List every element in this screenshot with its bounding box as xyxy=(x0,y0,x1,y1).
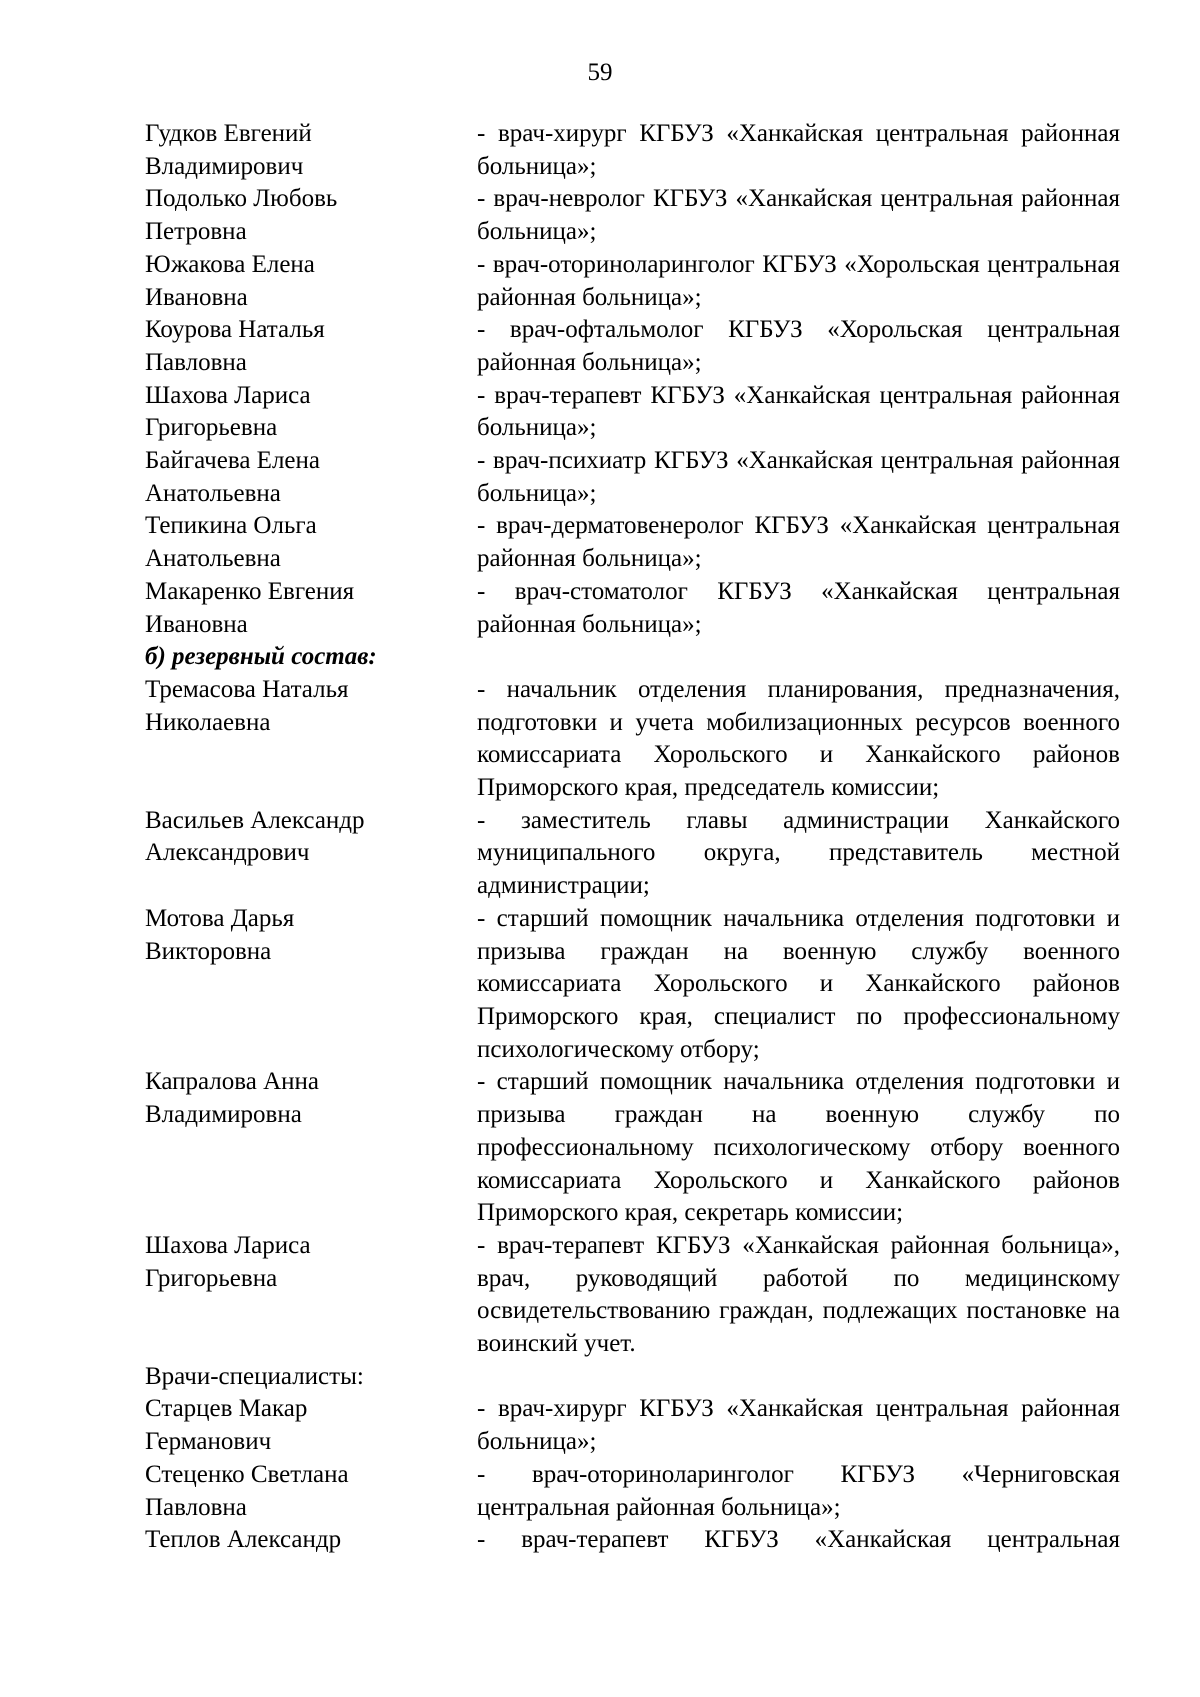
member-name xyxy=(145,674,477,805)
member-surname: Мотова Дарья xyxy=(145,904,295,932)
member-position: - старший помощник начальника отделения подготовки и призыва граждан на военную службу по профессиональному психологическому отбору военного комиссариата Хорольского и Ханкайского районов Приморского края, секретарь комиссии; xyxy=(477,1068,1120,1227)
member-surname: Шахова Лариса xyxy=(145,381,311,409)
member-patronymic: Павловна xyxy=(145,348,247,376)
member-position: - врач-дерматовенеролог КГБУЗ «Ханкайская центральная районная больница»; xyxy=(477,512,1120,573)
member-patronymic: Германович xyxy=(145,1428,272,1456)
member-position: - врач-хирург КГБУЗ «Ханкайская центральная районная больница»; xyxy=(477,120,1120,180)
member-entry xyxy=(145,249,1120,314)
member-patronymic: Григорьевна xyxy=(145,1264,278,1292)
member-name xyxy=(145,903,477,1067)
member-entry xyxy=(145,445,1120,510)
member-patronymic: Ивановна xyxy=(145,283,248,311)
member-position: - врач-терапевт КГБУЗ «Ханкайская центральная xyxy=(477,1526,1120,1554)
member-position: - врач-терапевт КГБУЗ «Ханкайская районная больница», врач, руководящий работой по медицинскому освидетельствованию граждан, подлежащих постановке на воинский учет. xyxy=(477,1231,1120,1358)
member-patronymic: Александрович xyxy=(145,839,310,867)
member-name xyxy=(145,183,477,248)
reserve-entry xyxy=(145,903,1120,1067)
member-name xyxy=(145,1230,477,1361)
member-position: - начальник отделения планирования, предназначения, подготовки и учета мобилизационных ресурсов военного комиссариата Хорольского и Ханкайского районов Приморского края, председатель комиссии; xyxy=(477,675,1120,802)
member-name xyxy=(145,576,477,641)
reserve-entry xyxy=(145,674,1120,805)
member-surname: Старцев Макар xyxy=(145,1395,308,1423)
member-surname: Васильев Александр xyxy=(145,806,365,834)
member-patronymic: Григорьевна xyxy=(145,414,278,442)
reserve-entry xyxy=(145,1066,1120,1230)
member-name xyxy=(145,1066,477,1230)
member-name xyxy=(145,314,477,379)
reserve-section-heading: б) резервный состав: xyxy=(145,643,377,671)
member-position: - врач-стоматолог КГБУЗ «Ханкайская центральная районная больница»; xyxy=(477,577,1120,638)
member-surname: Коурова Наталья xyxy=(145,316,325,344)
member-patronymic: Петровна xyxy=(145,218,247,246)
member-position: - врач-невролог КГБУЗ «Ханкайская центральная районная больница»; xyxy=(477,185,1120,246)
member-name xyxy=(145,249,477,314)
member-patronymic: Анатольевна xyxy=(145,479,281,507)
member-entry xyxy=(145,380,1120,445)
member-surname: Капралова Анна xyxy=(145,1068,320,1096)
member-surname: Подолько Любовь xyxy=(145,185,338,213)
member-surname: Теплов Александр xyxy=(145,1526,342,1554)
member-position: - врач-терапевт КГБУЗ «Ханкайская центральная районная больница»; xyxy=(477,381,1120,442)
member-surname: Южакова Елена xyxy=(145,250,315,278)
specialist-entry xyxy=(145,1524,1120,1557)
reserve-entry xyxy=(145,1230,1120,1361)
member-name xyxy=(145,805,477,903)
member-position: - врач-оториноларинголог КГБУЗ «Хорольская центральная районная больница»; xyxy=(477,250,1120,311)
member-patronymic: Николаевна xyxy=(145,708,271,736)
specialist-entry xyxy=(145,1393,1120,1458)
specialist-list xyxy=(145,1393,1120,1557)
member-position: - врач-хирург КГБУЗ «Ханкайская центральная районная больница»; xyxy=(477,1395,1120,1456)
member-surname: Шахова Лариса xyxy=(145,1231,311,1259)
page-number: 59 xyxy=(587,59,613,86)
member-surname: Тепикина Ольга xyxy=(145,512,317,540)
member-entry xyxy=(145,314,1120,379)
member-surname: Стеценко Светлана xyxy=(145,1460,349,1488)
member-surname: Макаренко Евгения xyxy=(145,577,355,605)
member-surname: Гудков Евгений xyxy=(145,120,312,147)
main-member-list xyxy=(145,118,1120,641)
member-name xyxy=(145,380,477,445)
member-position: - заместитель главы администрации Ханкайского муниципального округа, представитель местной администрации; xyxy=(477,806,1120,900)
specialists-label: Врачи-специалисты: xyxy=(145,1362,364,1390)
member-entry xyxy=(145,510,1120,575)
member-entry xyxy=(145,118,1120,183)
member-patronymic: Викторовна xyxy=(145,937,272,965)
member-patronymic: Анатольевна xyxy=(145,545,281,573)
member-patronymic: Павловна xyxy=(145,1493,247,1521)
member-position: - врач-оториноларинголог КГБУЗ «Черниговская центральная районная больница»; xyxy=(477,1460,1120,1521)
member-name xyxy=(145,118,477,183)
member-patronymic: Ивановна xyxy=(145,610,248,638)
member-patronymic: Владимировна xyxy=(145,1101,302,1129)
member-position: - врач-психиатр КГБУЗ «Ханкайская центральная районная больница»; xyxy=(477,447,1120,507)
member-name xyxy=(145,1393,477,1458)
member-patronymic: Владимирович xyxy=(145,152,304,180)
specialist-entry xyxy=(145,1459,1120,1524)
member-entry xyxy=(145,183,1120,248)
member-position: - врач-офтальмолог КГБУЗ «Хорольская центральная районная больница»; xyxy=(477,316,1120,376)
member-name xyxy=(145,1459,477,1524)
reserve-member-list xyxy=(145,674,1120,1361)
member-position: - старший помощник начальника отделения подготовки и призыва граждан на военную службу военного комиссариата Хорольского и Ханкайского районов Приморского края, специалист по профессиональному психологическому отбору; xyxy=(477,904,1120,1063)
member-surname: Тремасова Наталья xyxy=(145,675,349,703)
member-name xyxy=(145,510,477,575)
document-body xyxy=(145,118,1120,1557)
reserve-entry xyxy=(145,805,1120,903)
member-surname: Байгачева Елена xyxy=(145,447,320,475)
member-name xyxy=(145,445,477,510)
member-name xyxy=(145,1524,477,1557)
member-entry xyxy=(145,576,1120,641)
